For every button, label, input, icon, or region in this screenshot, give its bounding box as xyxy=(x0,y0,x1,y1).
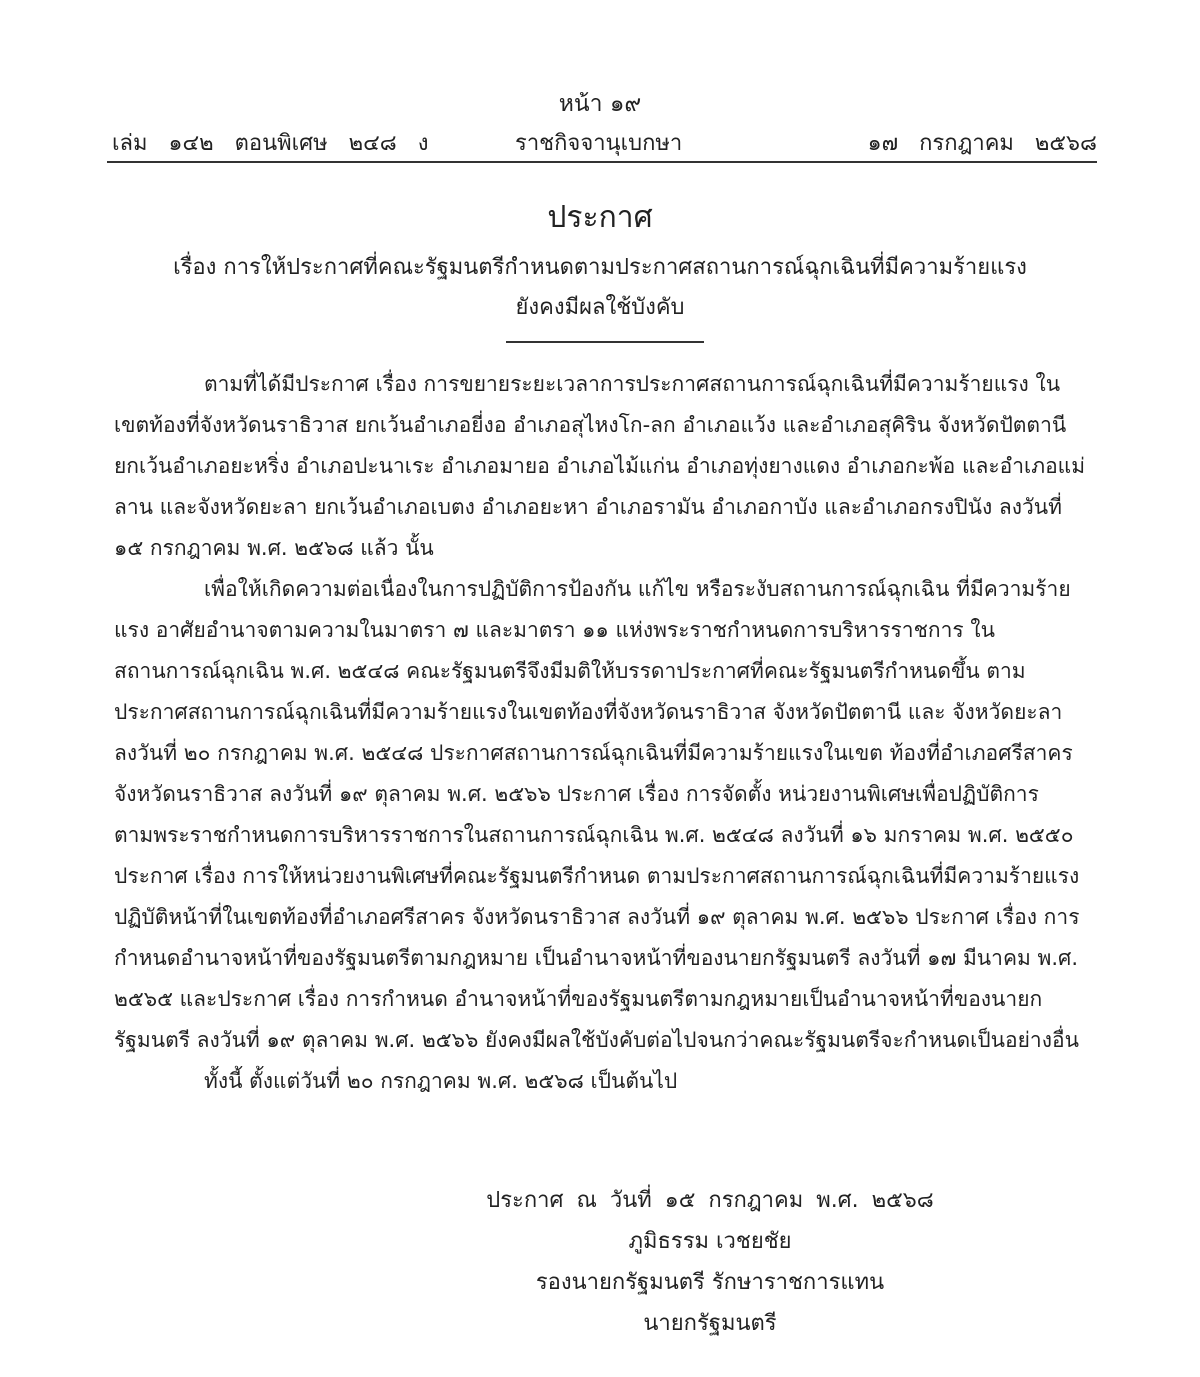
gazette-header xyxy=(112,125,1097,157)
body-paragraph-1: ตามที่ได้มีประกาศ เรื่อง การขยายระยะเวลาการประกาศสถานการณ์ฉุกเฉินที่มีความร้ายแรง ในเขตท้องที่จังหวัดนราธิวาส ยกเว้นอำเภอยี่งอ อำเภอสุไหงโก-ลก อำเภอแว้ง และอำเภอสุคิริน จังหวัดปัตตานี ยกเว้นอำเภอยะหริ่ง อำเภอปะนาเระ อำเภอมายอ อำเภอไม้แก่น อำเภอทุ่งยางแดง อำเภอกะพ้อ และอำเภอแม่ลาน และจังหวัดยะลา ยกเว้นอำเภอเบตง อำเภอยะหา อำเภอรามัน อำเภอกาบัง และอำเภอกรงปินัง ลงวันที่ ๑๕ กรกฎาคม พ.ศ. ๒๕๖๘ แล้ว นั้น xyxy=(114,372,1086,560)
subject-line-1: เรื่อง การให้ประกาศที่คณะรัฐมนตรีกำหนดตามประกาศสถานการณ์ฉุกเฉินที่มีความร้ายแรง xyxy=(173,255,1027,280)
title-divider xyxy=(506,341,704,343)
gazette-name: ราชกิจจานุเบกษา xyxy=(515,131,683,156)
volume-issue: เล่ม ๑๔๒ ตอนพิเศษ ๒๔๘ ง xyxy=(112,131,429,156)
document-body xyxy=(114,364,1089,1102)
document-subject xyxy=(140,248,1060,328)
body-paragraph-3: ทั้งนี้ ตั้งแต่วันที่ ๒๐ กรกฎาคม พ.ศ. ๒๕๖๘ เป็นต้นไป xyxy=(204,1069,678,1093)
publication-date: ๑๗ กรกฎาคม ๒๕๖๘ xyxy=(867,131,1097,156)
signatory-position: รองนายกรัฐมนตรี รักษาราชการแทน xyxy=(535,1270,885,1295)
page-number: หน้า ๑๙ xyxy=(558,91,642,117)
signature-block xyxy=(420,1180,1000,1344)
subject-line-2: ยังคงมีผลใช้บังคับ xyxy=(515,295,685,320)
header-divider xyxy=(107,161,1097,163)
announcement-date: ประกาศ ณ วันที่ ๑๕ กรกฎาคม พ.ศ. ๒๕๖๘ xyxy=(486,1188,934,1213)
document-title: ประกาศ xyxy=(547,200,653,235)
body-paragraph-2: เพื่อให้เกิดความต่อเนื่องในการปฏิบัติการป้องกัน แก้ไข หรือระงับสถานการณ์ฉุกเฉิน ที่มีความร้ายแรง อาศัยอำนาจตามความในมาตรา ๗ และมาตรา ๑๑ แห่งพระราชกำหนดการบริหารราชการ ในสถานการณ์ฉุกเฉิน พ.ศ. ๒๕๔๘ คณะรัฐมนตรีจึงมีมติให้บรรดาประกาศที่คณะรัฐมนตรีกำหนดขึ้น ตามประกาศสถานการณ์ฉุกเฉินที่มีความร้ายแรงในเขตท้องที่จังหวัดนราธิวาส จังหวัดปัตตานี และ จังหวัดยะลา ลงวันที่ ๒๐ กรกฎาคม พ.ศ. ๒๕๔๘ ประกาศสถานการณ์ฉุกเฉินที่มีความร้ายแรงในเขต ท้องที่อำเภอศรีสาคร จังหวัดนราธิวาส ลงวันที่ ๑๙ ตุลาคม พ.ศ. ๒๕๖๖ ประกาศ เรื่อง การจัดตั้ง หน่วยงานพิเศษเพื่อปฏิบัติการตามพระราชกำหนดการบริหารราชการในสถานการณ์ฉุกเฉิน พ.ศ. ๒๕๔๘ ลงวันที่ ๑๖ มกราคม พ.ศ. ๒๕๕๐ ประกาศ เรื่อง การให้หน่วยงานพิเศษที่คณะรัฐมนตรีกำหนด ตามประกาศสถานการณ์ฉุกเฉินที่มีความร้ายแรง ปฏิบัติหน้าที่ในเขตท้องที่อำเภอศรีสาคร จังหวัดนราธิวาส ลงวันที่ ๑๙ ตุลาคม พ.ศ. ๒๕๖๖ ประกาศ เรื่อง การกำหนดอำนาจหน้าที่ของรัฐมนตรีตามกฎหมาย เป็นอำนาจหน้าที่ของนายกรัฐมนตรี ลงวันที่ ๑๗ มีนาคม พ.ศ. ๒๕๖๕ และประกาศ เรื่อง การกำหนด อำนาจหน้าที่ของรัฐมนตรีตามกฎหมายเป็นอำนาจหน้าที่ของนายกรัฐมนตรี ลงวันที่ ๑๙ ตุลาคม พ.ศ. ๒๕๖๖ ยังคงมีผลใช้บังคับต่อไปจนกว่าคณะรัฐมนตรีจะกำหนดเป็นอย่างอื่น xyxy=(114,577,1080,1052)
signatory-office: นายกรัฐมนตรี xyxy=(643,1311,777,1336)
signatory-name: ภูมิธรรม เวชยชัย xyxy=(628,1229,792,1254)
